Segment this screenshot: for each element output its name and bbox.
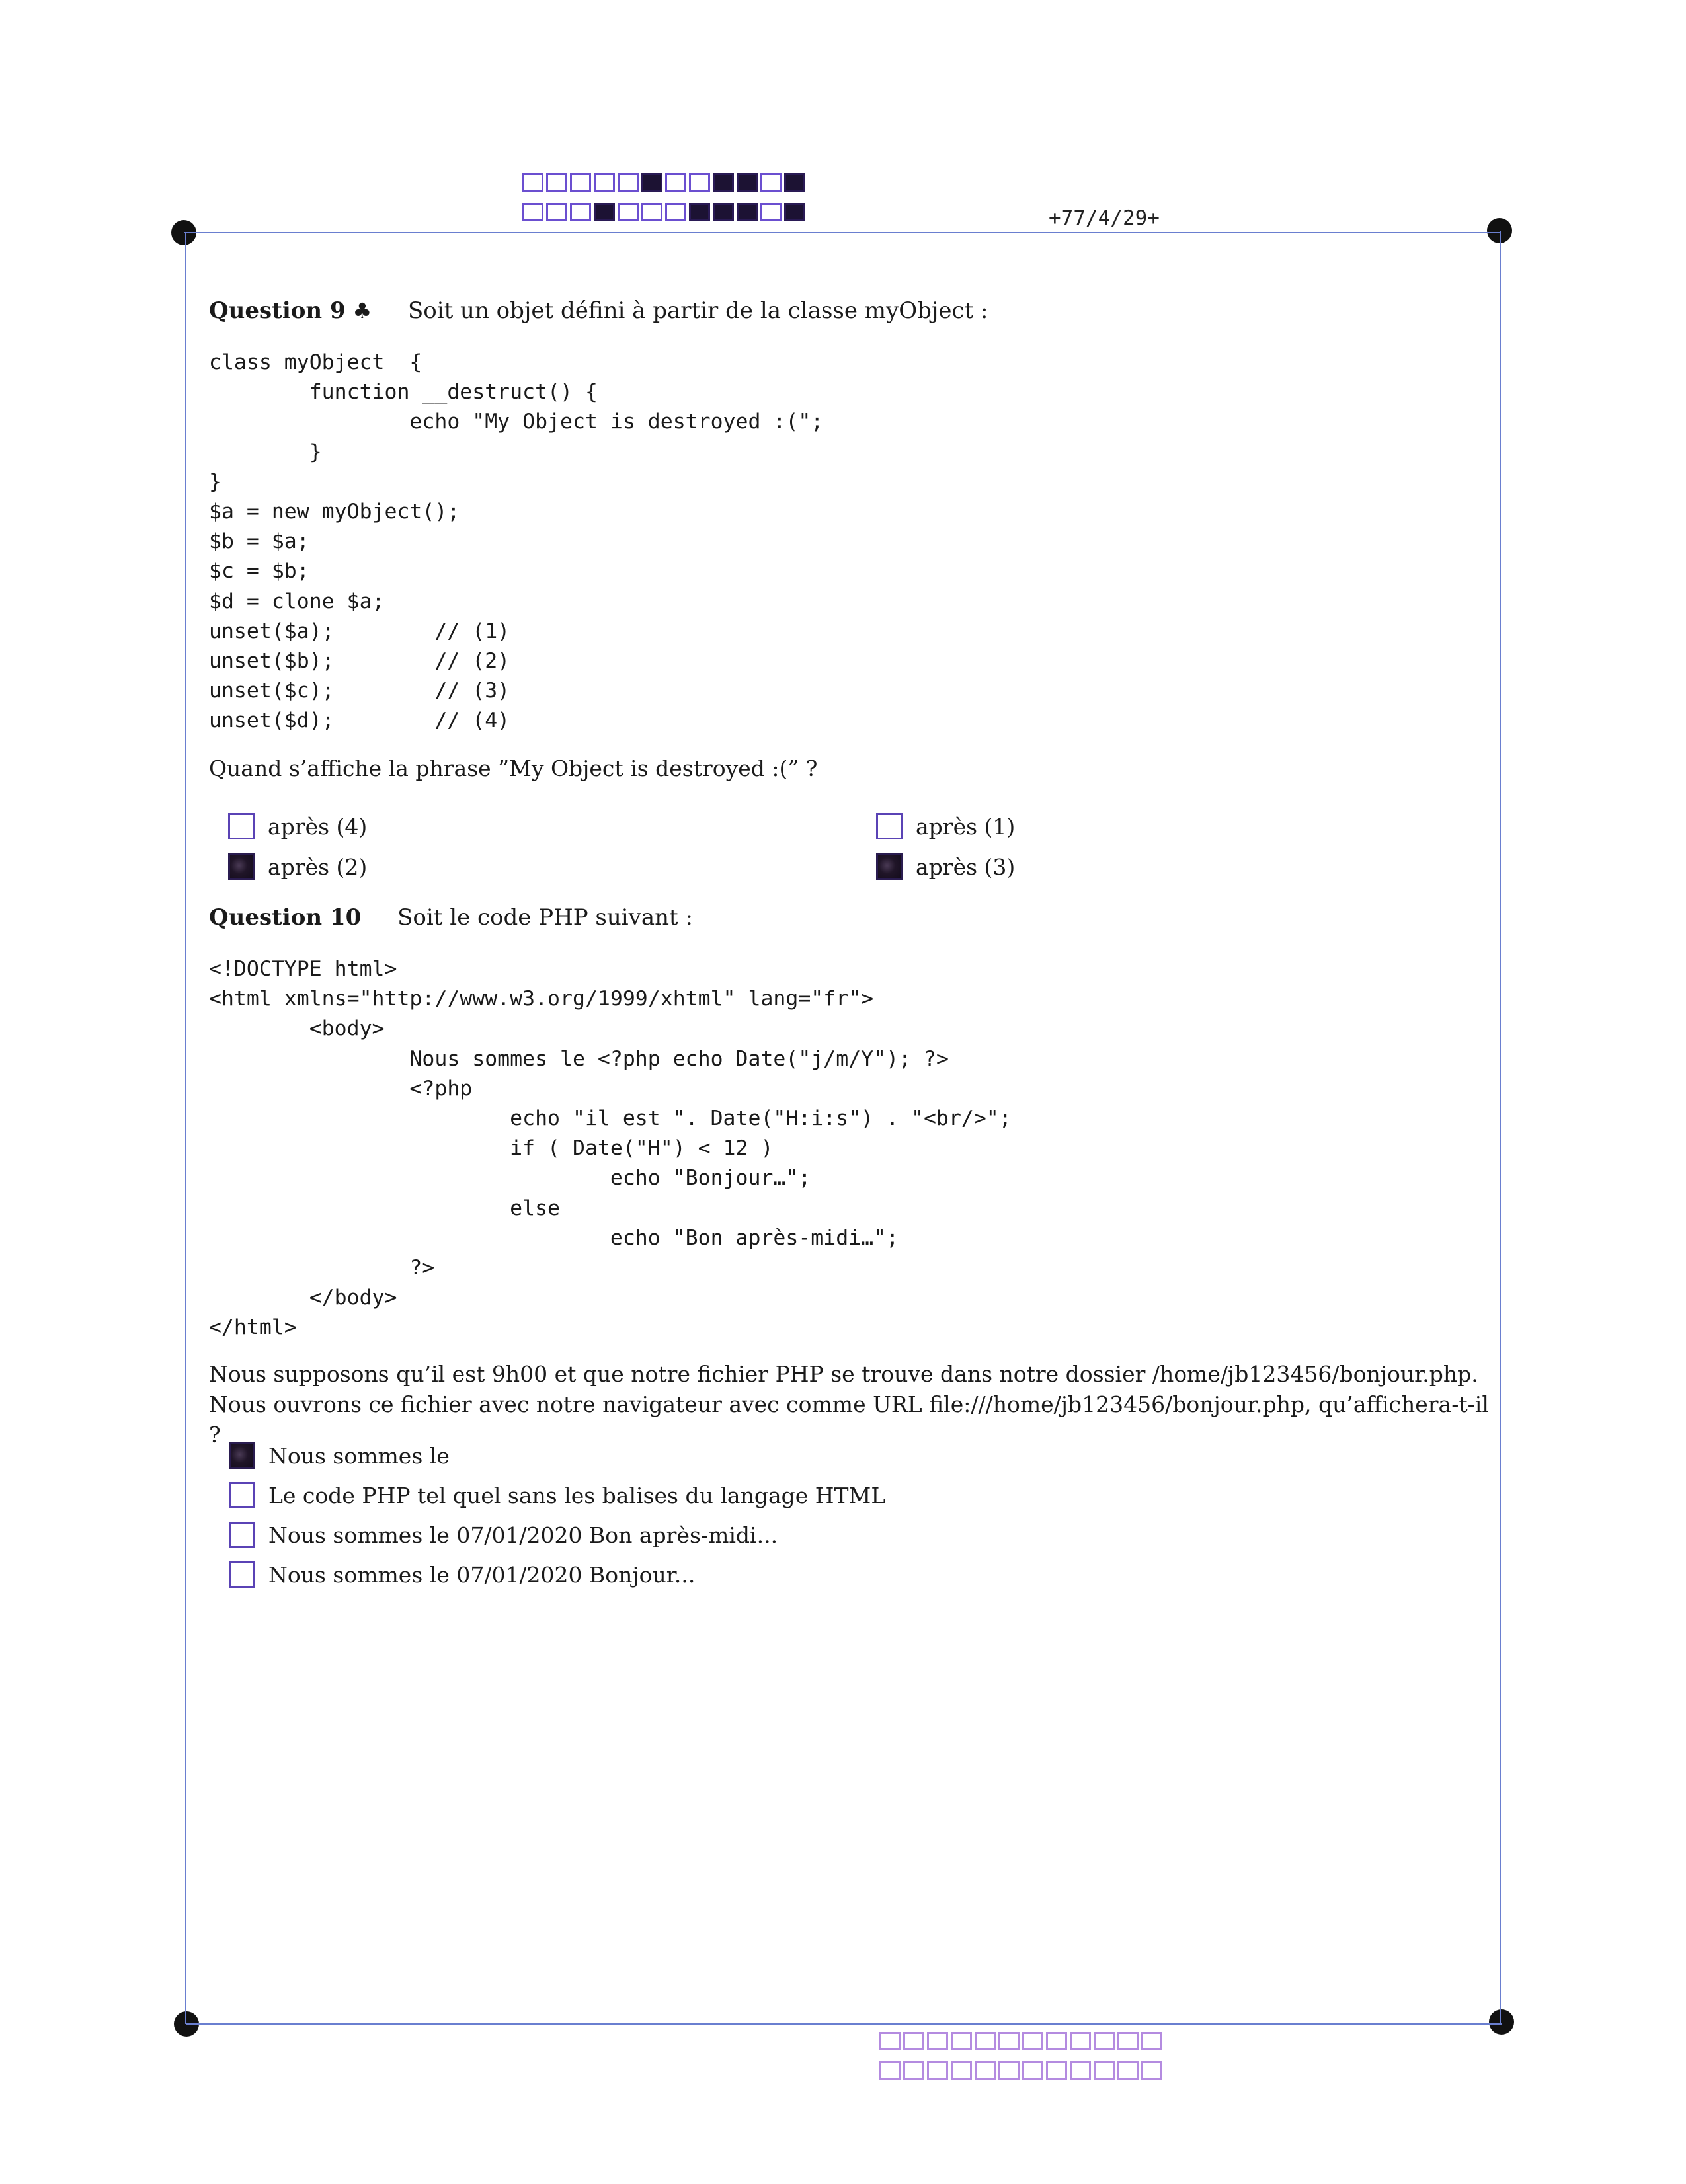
club-icon: ♣ [352,298,372,323]
question-10-prompt: Nous supposons qu’il est 9h00 et que notre fichier PHP se trouve dans notre dossier /home/jb123456/bonjour.php. Nous ouvrons ce fichier avec notre navigateur avec comme URL file:///home/jb123456/bonjour.php, qu’affichera-t-il ? [209,1361,1489,1448]
q9-answer-1[interactable] [228,813,367,839]
q10-answer-4[interactable] [229,1561,695,1588]
q9-answer-3-checkbox[interactable] [228,853,255,880]
q10-answer-4-label: Nous sommes le 07/01/2020 Bonjour... [268,1561,696,1588]
frame-top [184,232,1500,233]
question-10-text: Soit le code PHP suivant : [397,904,693,931]
binary-code-bottom-1 [879,2032,1162,2050]
q9-answer-2-checkbox[interactable] [876,813,903,839]
q9-answer-1-checkbox[interactable] [228,813,255,839]
q9-answer-4-checkbox[interactable] [876,853,903,880]
registration-mark-bottom-right [1489,2009,1514,2035]
q10-answer-3-checkbox[interactable] [229,1522,255,1548]
q9-answer-3[interactable] [228,853,367,880]
question-10-code: <!DOCTYPE html> <html xmlns="http://www.w3.org/1999/xhtml" lang="fr"> <body> Nous sommes le <?php echo Date("j/m/Y"); ?> <?php echo "il est ". Date("H:i:s") . "<br/>"; if ( Date("H") < 12 ) echo "Bonjour…"; else echo "Bon après-midi…"; ?> </body> </html> [209,957,1012,1340]
binary-code-top-2 [522,203,805,221]
q10-answer-4-checkbox[interactable] [229,1561,255,1588]
q10-answer-1-checkbox[interactable] [229,1442,255,1469]
binary-code-bottom-2 [879,2061,1162,2080]
q9-answer-1-label: après (4) [268,813,368,839]
question-9-prompt: Quand s’affiche la phrase ”My Object is destroyed :(” ? [209,756,818,781]
q10-answer-3[interactable] [229,1522,778,1548]
q9-answer-3-label: après (2) [268,853,368,880]
page-id: +77/4/29+ [1049,206,1160,230]
frame-bottom [186,2023,1502,2025]
q10-answer-1[interactable] [229,1442,450,1469]
question-9-header [209,297,988,324]
q10-answer-2-label: Le code PHP tel quel sans les balises du langage HTML [268,1482,886,1508]
q10-answer-2-checkbox[interactable] [229,1482,255,1508]
question-10-label: Question 10 [209,904,362,931]
frame-left [185,233,186,2024]
q9-answer-4[interactable] [876,853,1015,880]
q10-answer-3-label: Nous sommes le 07/01/2020 Bon après-midi... [268,1522,778,1548]
question-9-text: Soit un objet défini à partir de la classe myObject : [407,297,988,324]
q9-answer-4-label: après (3) [916,853,1016,880]
q10-answer-1-label: Nous sommes le [268,1442,450,1469]
q9-answer-2[interactable] [876,813,1015,839]
q10-answer-2[interactable] [229,1482,885,1508]
question-9-code: class myObject { function __destruct() { echo "My Object is destroyed :("; } } $a = new myObject(); $b = $a; $c = $b; $d = clone $a; unset($a); // (1) unset($b); // (2) unset($c); // (3) unset($d); // (4) [209,350,824,733]
q9-answer-2-label: après (1) [916,813,1016,839]
question-10-header [209,904,693,931]
binary-code-top-1 [522,173,805,192]
frame-right [1500,231,1501,2023]
question-9-label: Question 9 [209,297,346,324]
